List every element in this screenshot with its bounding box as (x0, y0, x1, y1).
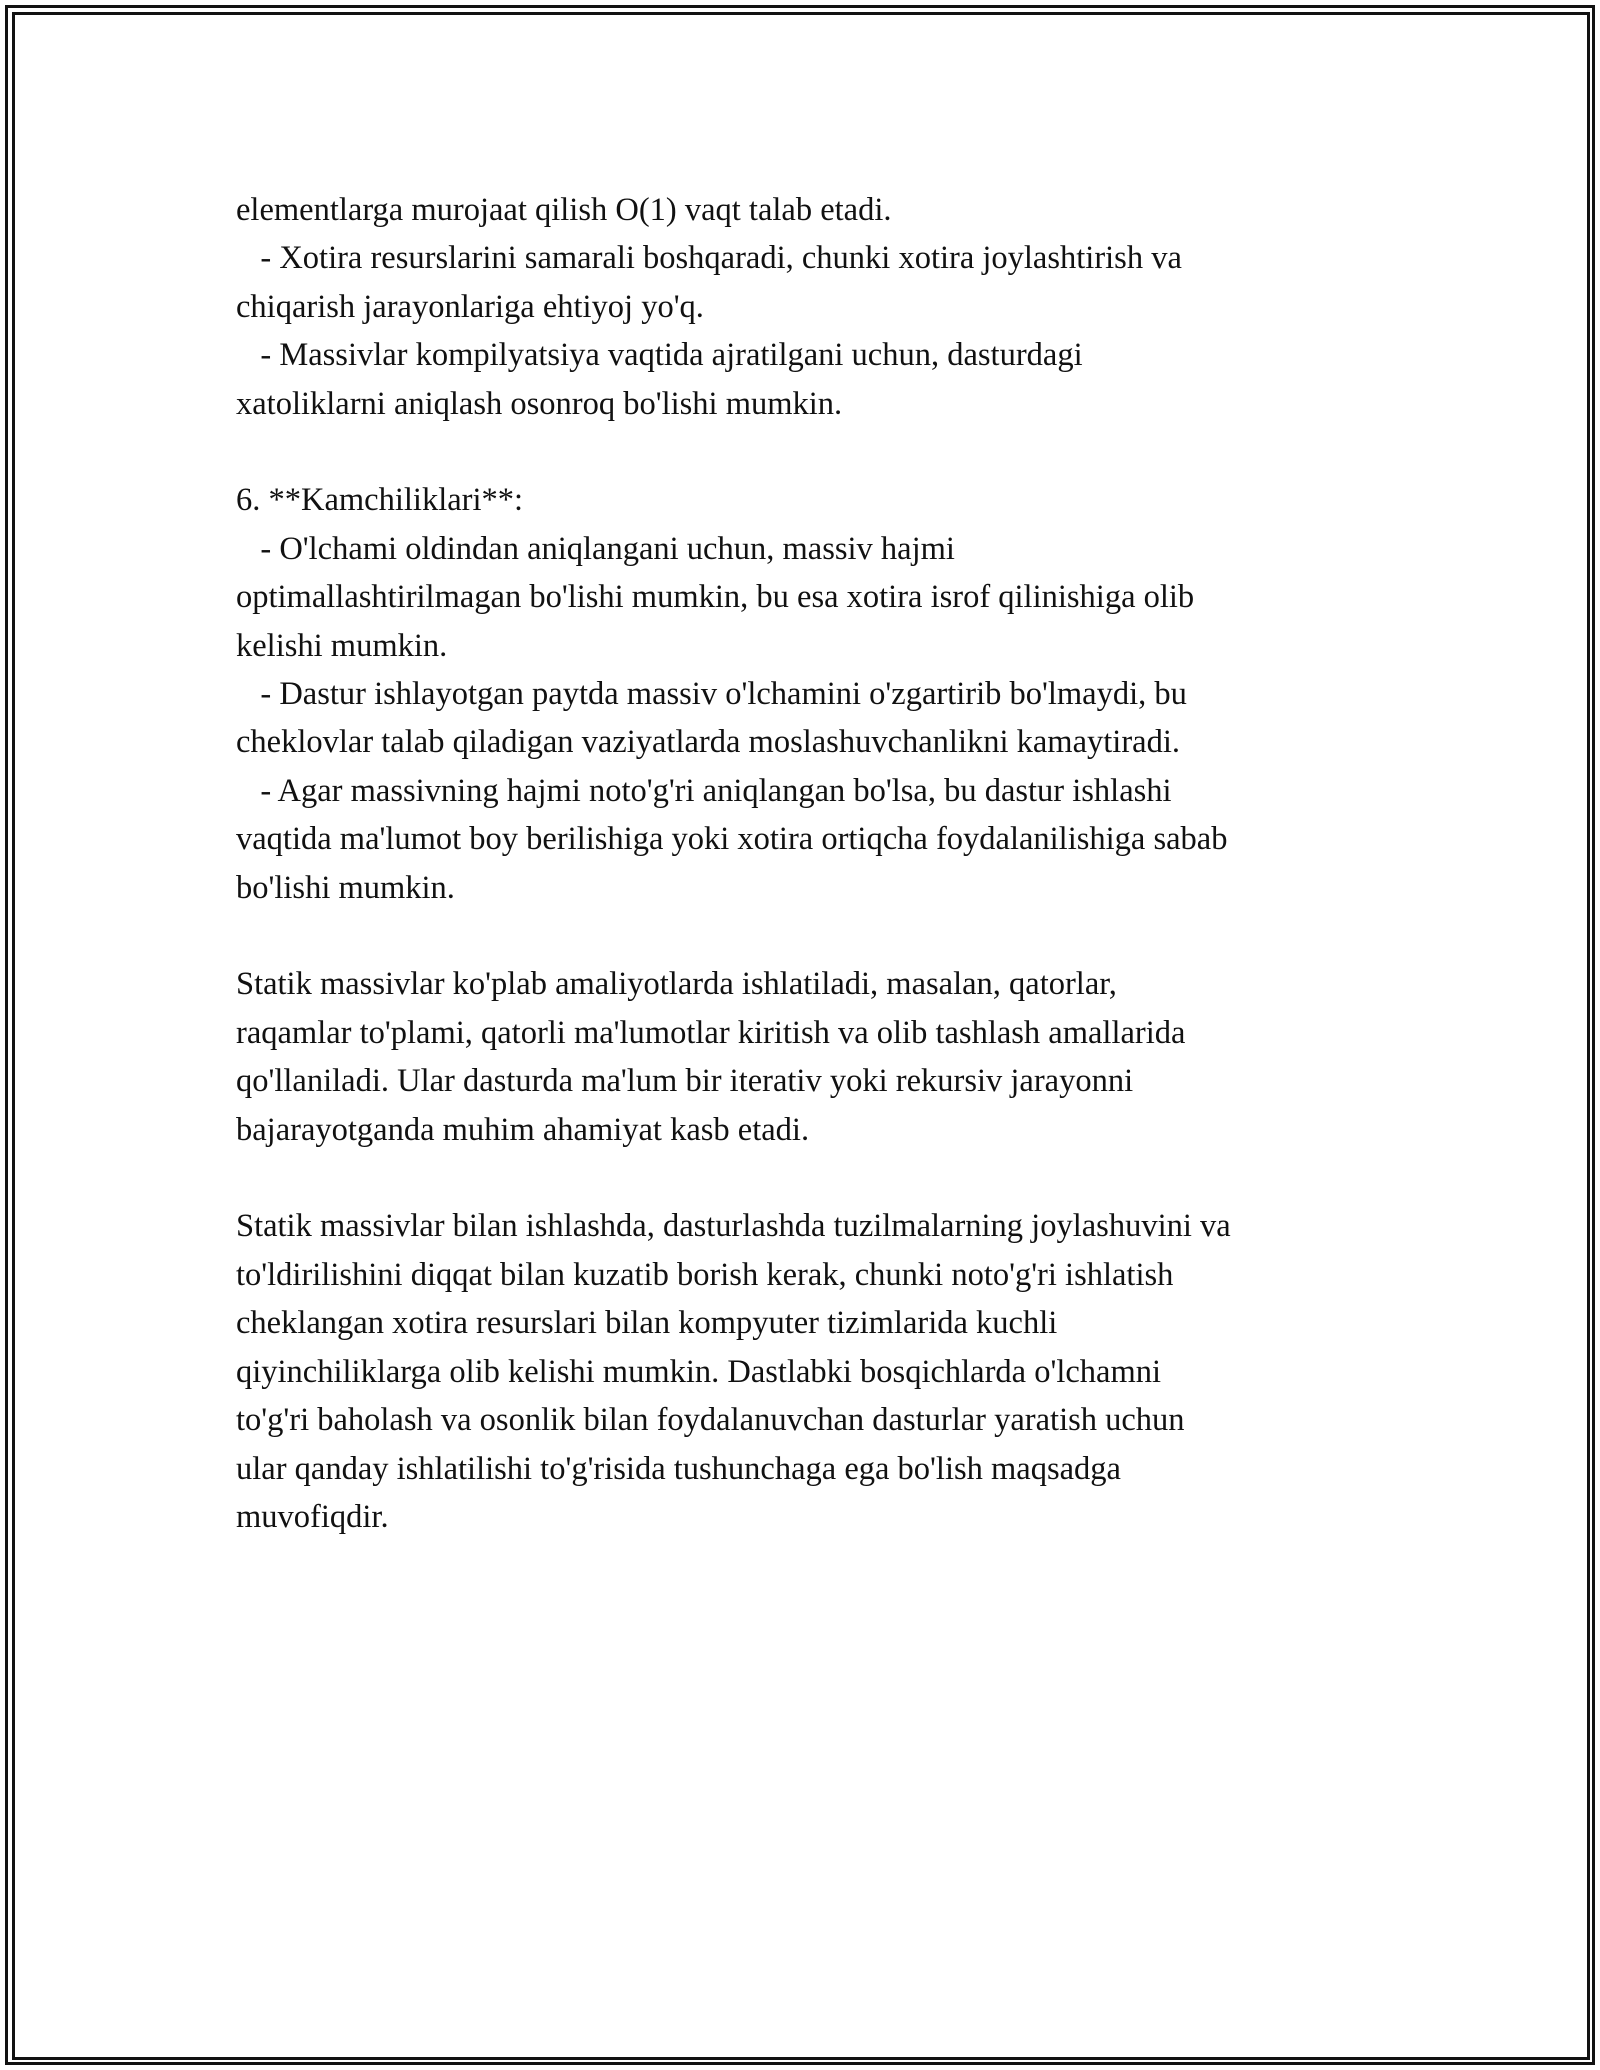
text-line: Statik massivlar ko'plab amaliyotlarda ishlatiladi, masalan, qatorlar, (236, 966, 1117, 1003)
blank-line (236, 1154, 1426, 1202)
text-line: raqamlar to'plami, qatorli ma'lumotlar kiritish va olib tashlash amallarida (236, 1014, 1186, 1051)
text-line: cheklangan xotira resurslari bilan kompyuter tizimlarida kuchli (236, 1305, 1058, 1342)
text-line: bo'lishi mumkin. (236, 869, 455, 906)
text-line: chiqarish jarayonlariga ehtiyoj yo'q. (236, 288, 704, 325)
text-line: ular qanday ishlatilishi to'g'risida tushunchaga ega bo'lish maqsadga (236, 1450, 1121, 1487)
text-line: to'g'ri baholash va osonlik bilan foydalanuvchan dasturlar yaratish uchun (236, 1402, 1185, 1439)
document-body (236, 186, 1426, 1541)
text-line: - O'lchami oldindan aniqlangani uchun, massiv hajmi (236, 530, 955, 567)
text-line: - Massivlar kompilyatsiya vaqtida ajratilgani uchun, dasturdagi (236, 337, 1083, 374)
text-line: - Agar massivning hajmi noto'g'ri aniqlangan bo'lsa, bu dastur ishlashi (236, 772, 1172, 809)
text-line: qo'llaniladi. Ular dasturda ma'lum bir iterativ yoki rekursiv jarayonni (236, 1063, 1134, 1100)
blank-line (236, 428, 1426, 476)
text-line: qiyinchiliklarga olib kelishi mumkin. Dastlabki bosqichlarda o'lchamni (236, 1353, 1162, 1390)
text-line: - Xotira resurslarini samarali boshqaradi, chunki xotira joylashtirish va (236, 240, 1182, 277)
text-line: vaqtida ma'lumot boy berilishiga yoki xotira ortiqcha foydalanilishiga sabab (236, 821, 1228, 858)
text-line: elementlarga murojaat qilish O(1) vaqt talab etadi. (236, 192, 892, 228)
text-line: to'ldirilishini diqqat bilan kuzatib borish kerak, chunki noto'g'ri ishlatish (236, 1256, 1174, 1293)
text-line: muvofiqdir. (236, 1498, 389, 1535)
text-line: xatoliklarni aniqlash osonroq bo'lishi mumkin. (236, 385, 843, 422)
text-line: Statik massivlar bilan ishlashda, dasturlashda tuzilmalarning joylashuvini va (236, 1208, 1231, 1245)
text-line: - Dastur ishlayotgan paytda massiv o'lchamini o'zgartirib bo'lmaydi, bu (236, 676, 1187, 713)
text-line: cheklovlar talab qiladigan vaziyatlarda moslashuvchanlikni kamaytiradi. (236, 724, 1180, 761)
text-line: optimallashtirilmagan bo'lishi mumkin, bu esa xotira isrof qilinishiga olib (236, 579, 1195, 616)
text-line: kelishi mumkin. (236, 627, 448, 664)
section-heading: 6. **Kamchiliklari**: (236, 482, 524, 519)
blank-line (236, 912, 1426, 960)
text-line: bajarayotganda muhim ahamiyat kasb etadi. (236, 1111, 810, 1148)
